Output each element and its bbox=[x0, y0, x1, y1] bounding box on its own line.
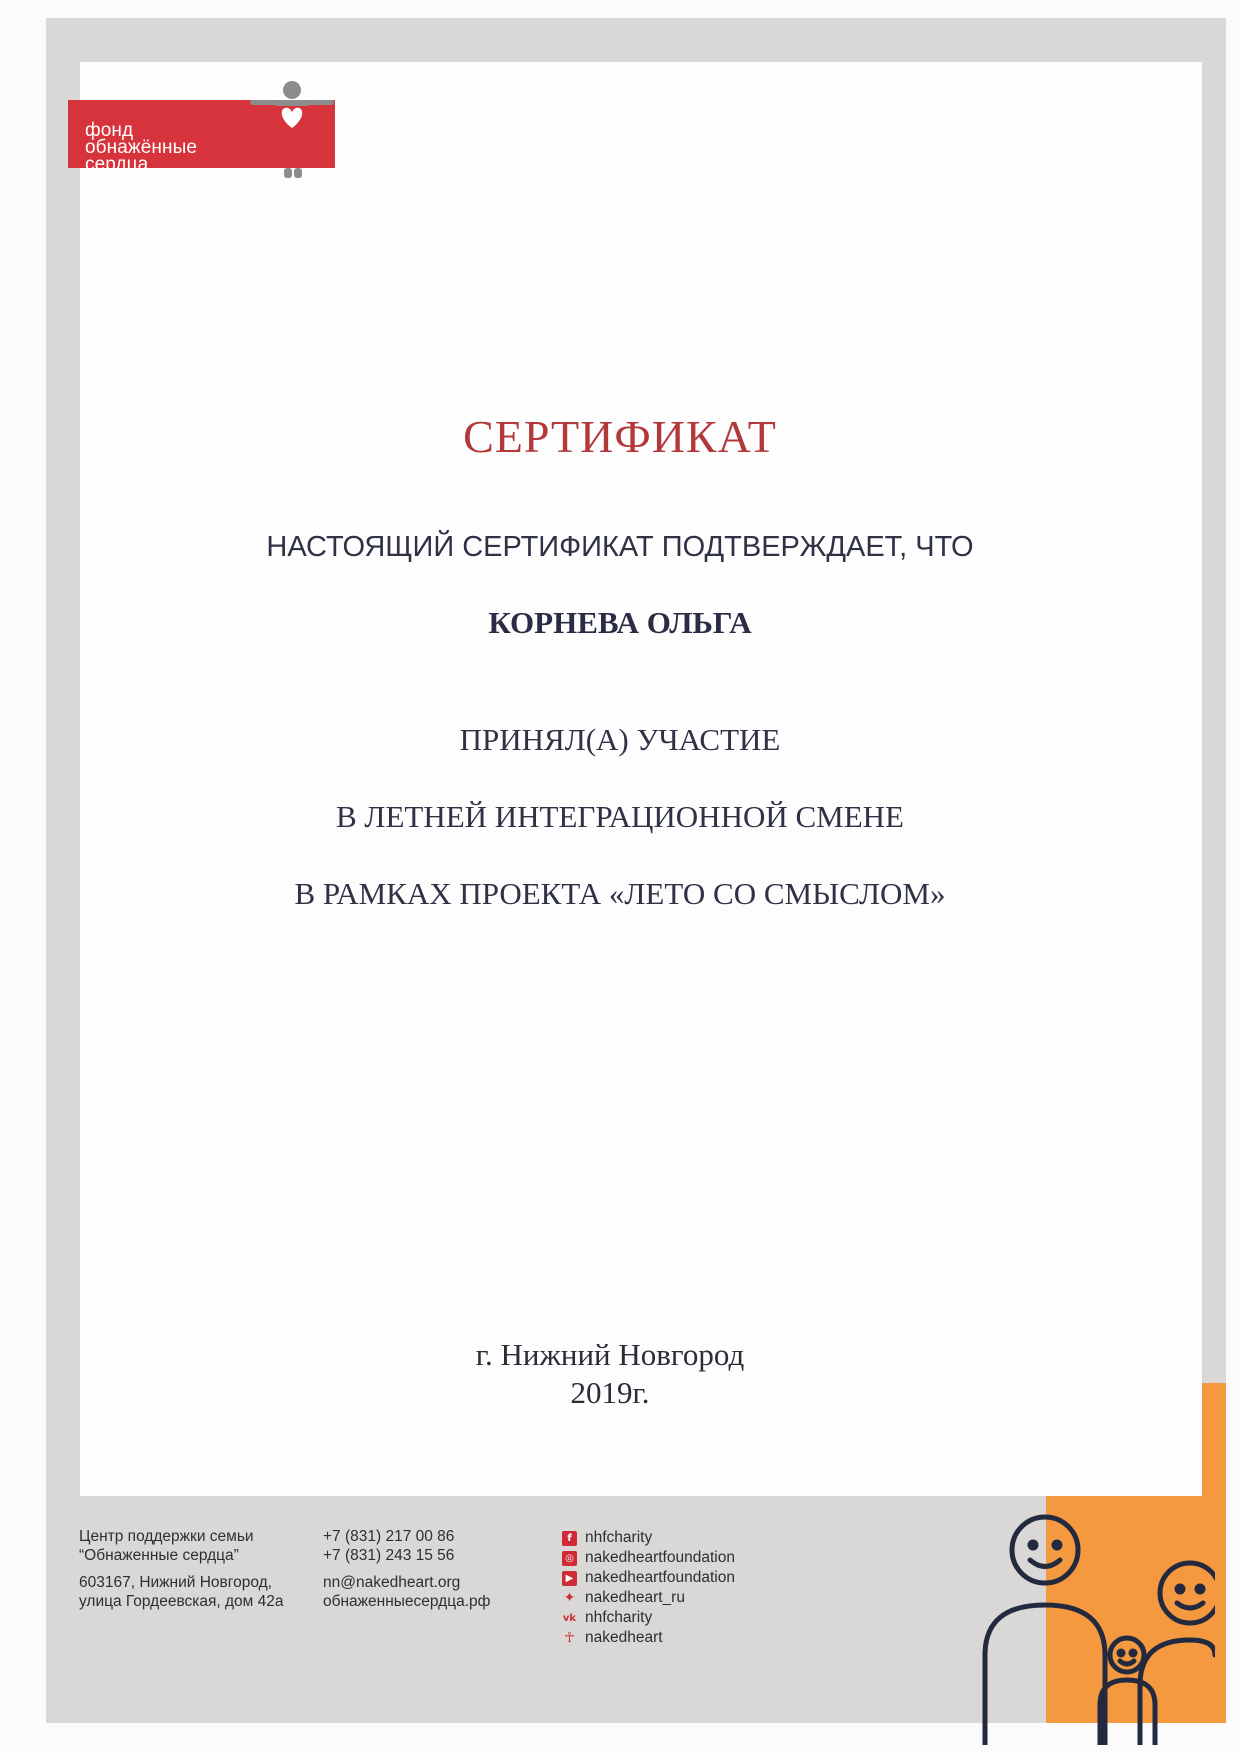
address-line: улица Гордеевская, дом 42а bbox=[79, 1593, 284, 1610]
org-line: “Обнаженные сердца” bbox=[79, 1547, 239, 1564]
logo-text: фонд обнажённые сердца bbox=[85, 120, 197, 175]
phone[interactable]: +7 (831) 217 00 86 bbox=[323, 1528, 455, 1545]
social-label: nakedheartfoundation bbox=[585, 1549, 735, 1566]
contact-block bbox=[323, 1573, 490, 1611]
org-name-block bbox=[79, 1527, 254, 1565]
social-item-youtube[interactable] bbox=[562, 1568, 735, 1588]
project-line: В РАМКАХ ПРОЕКТА «ЛЕТО СО СМЫСЛОМ» bbox=[294, 876, 946, 911]
event-line: В ЛЕТНЕЙ ИНТЕГРАЦИОННОЙ СМЕНЕ bbox=[336, 799, 904, 834]
phone[interactable]: +7 (831) 243 15 56 bbox=[323, 1547, 455, 1564]
twitter-icon: ✦ bbox=[563, 1590, 576, 1606]
year: 2019г. bbox=[570, 1375, 650, 1410]
social-label: nakedheart bbox=[585, 1629, 663, 1646]
family-illustration bbox=[975, 1505, 1215, 1745]
person-heart-icon bbox=[248, 80, 338, 180]
vk-icon: vk bbox=[562, 1612, 577, 1624]
participation-line: ПРИНЯЛ(А) УЧАСТИЕ bbox=[459, 722, 781, 757]
certificate-subtitle: НАСТОЯЩИЙ СЕРТИФИКАТ ПОДТВЕРЖДАЕТ, ЧТО bbox=[266, 531, 974, 563]
social-links bbox=[562, 1528, 735, 1648]
social-label: nakedheartfoundation bbox=[585, 1569, 735, 1586]
certificate-sheet bbox=[80, 62, 1202, 1496]
recipient-name: КОРНЕВА ОЛЬГА bbox=[488, 605, 752, 640]
odnoklassniki-icon: ☥ bbox=[564, 1630, 575, 1646]
social-item-instagram[interactable] bbox=[562, 1548, 735, 1568]
certificate-title: СЕРТИФИКАТ bbox=[463, 411, 777, 462]
email-link[interactable]: nn@nakedheart.org bbox=[323, 1574, 461, 1591]
foundation-logo bbox=[68, 80, 336, 175]
facebook-icon: f bbox=[562, 1531, 577, 1546]
social-label: nhfcharity bbox=[585, 1609, 653, 1626]
social-item-facebook[interactable] bbox=[562, 1528, 735, 1548]
social-label: nhfcharity bbox=[585, 1529, 653, 1546]
social-label: nakedheart_ru bbox=[585, 1589, 685, 1606]
social-item-odnoklassniki[interactable] bbox=[562, 1628, 735, 1648]
social-item-twitter[interactable] bbox=[562, 1588, 735, 1608]
youtube-icon: ▶ bbox=[562, 1571, 577, 1586]
phone-block bbox=[323, 1527, 454, 1565]
org-line: Центр поддержки семьи bbox=[79, 1528, 254, 1545]
instagram-icon: ◎ bbox=[562, 1551, 577, 1566]
social-item-vk[interactable] bbox=[562, 1608, 735, 1628]
city: г. Нижний Новгород bbox=[475, 1337, 745, 1372]
website-link[interactable]: обнаженныесердца.рф bbox=[323, 1593, 491, 1610]
address-block bbox=[79, 1573, 284, 1611]
address-line: 603167, Нижний Новгород, bbox=[79, 1574, 272, 1591]
